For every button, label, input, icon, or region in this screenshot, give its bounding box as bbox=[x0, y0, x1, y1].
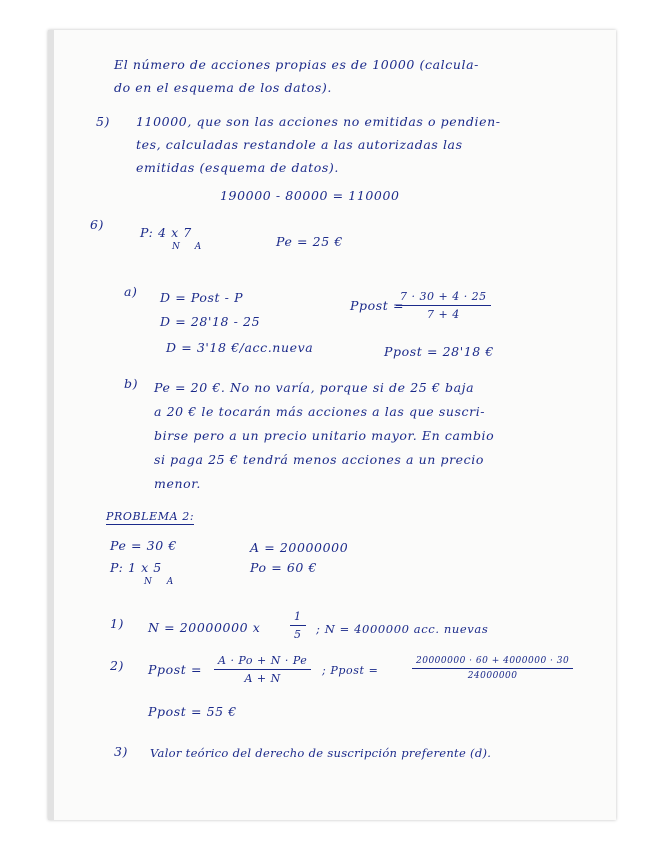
item-number: 2) bbox=[110, 658, 125, 673]
item-number: 5) bbox=[96, 114, 111, 129]
item-number: 6) bbox=[90, 217, 105, 232]
fraction-denominator: A + N bbox=[244, 672, 281, 685]
item-number: 3) bbox=[114, 744, 129, 759]
equation: ; N = 4000000 acc. nuevas bbox=[316, 622, 489, 636]
text-line: do en el esquema de los datos). bbox=[114, 80, 332, 95]
ratio: P: 1 x 5 bbox=[110, 560, 162, 575]
fraction-denominator: 24000000 bbox=[467, 671, 518, 681]
text-line: menor. bbox=[154, 476, 202, 491]
text-line: tes, calculadas restandole a las autorizadas las bbox=[136, 137, 463, 152]
given-value: A = 20000000 bbox=[250, 540, 349, 555]
equation: Ppost = 28'18 € bbox=[384, 344, 494, 359]
equation: D = Post - P bbox=[160, 290, 244, 305]
text-line: Pe = 20 €. No no varía, porque si de 25 € baja bbox=[154, 380, 475, 395]
fraction-post-price bbox=[396, 290, 491, 321]
ratio-labels: N A bbox=[144, 577, 180, 587]
text-line: 110000, que son las acciones no emitidas o pendien- bbox=[136, 114, 501, 129]
equation: ; Ppost = bbox=[322, 664, 379, 677]
equation: D = 3'18 €/acc.nueva bbox=[166, 340, 314, 355]
item-number: 1) bbox=[110, 616, 125, 631]
fraction-post-calculation bbox=[412, 656, 573, 681]
ratio-labels: N A bbox=[172, 242, 208, 252]
equation: Ppost = bbox=[350, 298, 405, 313]
text-line: a 20 € le tocarán más acciones a las que suscri- bbox=[154, 404, 486, 419]
text-line: Valor teórico del derecho de suscripción preferente (d). bbox=[150, 746, 492, 760]
equation: Ppost = bbox=[148, 662, 203, 677]
fraction-numerator: 1 bbox=[290, 610, 306, 626]
section-heading bbox=[106, 510, 194, 523]
text-line: si paga 25 € tendrá menos acciones a un precio bbox=[154, 452, 484, 467]
equation: D = 28'18 - 25 bbox=[160, 314, 261, 329]
equation: N = 20000000 x bbox=[148, 620, 261, 635]
handwritten-page bbox=[48, 30, 616, 820]
item-number: a) bbox=[124, 284, 138, 299]
price-value: Pe = 25 € bbox=[276, 234, 343, 249]
given-value: Po = 60 € bbox=[250, 560, 318, 575]
ratio: P: 4 x 7 bbox=[140, 225, 192, 240]
text-line: El número de acciones propias es de 10000 (calcula- bbox=[114, 57, 479, 72]
fraction-numerator: 7 · 30 + 4 · 25 bbox=[396, 290, 491, 306]
problem-title: PROBLEMA 2: bbox=[106, 510, 195, 523]
fraction-denominator: 7 + 4 bbox=[426, 308, 460, 321]
fraction-ratio bbox=[290, 610, 306, 641]
equation: 190000 - 80000 = 110000 bbox=[220, 188, 400, 203]
fraction-denominator: 5 bbox=[294, 628, 302, 641]
fraction-post-formula bbox=[214, 654, 311, 685]
item-number: b) bbox=[124, 376, 139, 391]
result: Ppost = 55 € bbox=[148, 704, 237, 719]
given-value: Pe = 30 € bbox=[110, 538, 177, 553]
fraction-numerator: 20000000 · 60 + 4000000 · 30 bbox=[412, 656, 573, 669]
text-line: birse pero a un precio unitario mayor. En cambio bbox=[154, 428, 495, 443]
fraction-numerator: A · Po + N · Pe bbox=[214, 654, 311, 670]
text-line: emitidas (esquema de datos). bbox=[136, 160, 339, 175]
